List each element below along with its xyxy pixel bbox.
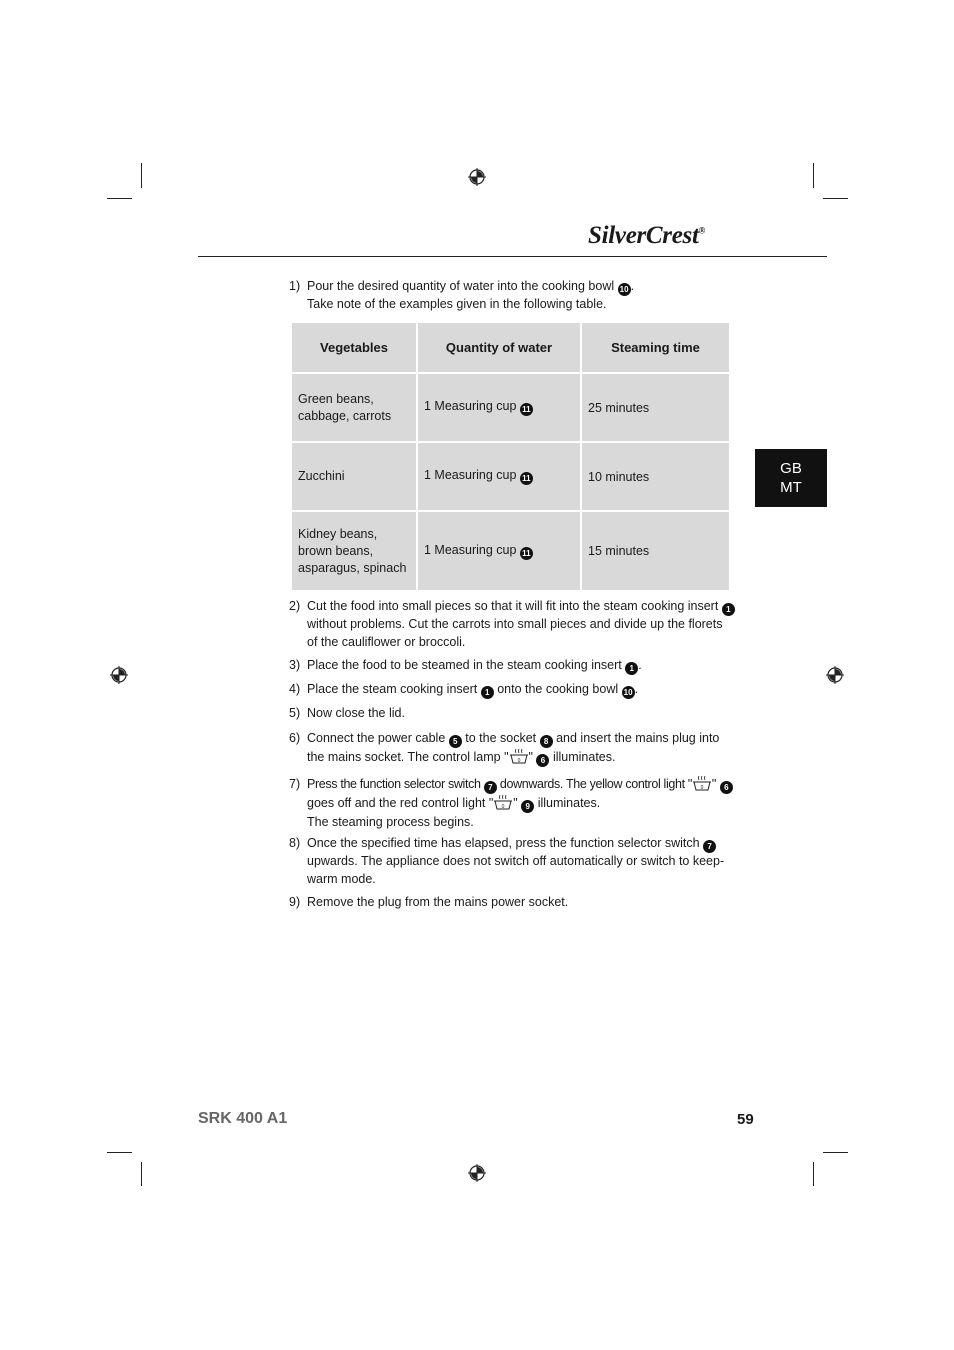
language-tab [755,449,827,507]
part-number-badge: 10 [618,283,631,296]
part-number-badge: 10 [622,686,635,699]
svg-text:0: 0 [700,785,704,791]
crop-mark [813,163,814,188]
part-number-badge: 1 [481,686,494,699]
table-cell: Zucchini [291,442,417,511]
model-number: SRK 400 A1 [198,1110,288,1127]
brand-logo: SilverCrest® [588,222,706,249]
step-6: 6) Connect the power cable 5 to the socket 8 and insert the mains plug into the mains socket. The control lamp " 0 " 6 illuminates. [289,731,720,765]
svg-text:0: 0 [517,758,520,764]
part-number-badge: 9 [521,800,534,813]
header-rule [198,256,827,257]
step-4: 4) Place the steam cooking insert 1 onto the cooking bowl 10 . [289,682,639,697]
table-cell: 1 Measuring cup 11 [417,373,581,442]
crop-mark [813,1162,814,1186]
table-cell: 25 minutes [581,373,730,442]
table-header: Steaming time [581,322,730,373]
part-number-badge: 11 [520,547,533,560]
crop-mark [823,198,848,199]
table-cell: 1 Measuring cup 11 [417,511,581,591]
part-number-badge: 7 [484,781,497,794]
table-row [291,442,730,511]
table-cell: 10 minutes [581,442,730,511]
part-number-badge: 1 [625,662,638,675]
registration-mark-icon [826,666,844,684]
control-lamp-icon [692,775,712,793]
crop-mark [107,198,132,199]
part-number-badge: 1 [722,603,735,616]
table-header: Quantity of water [417,322,581,373]
table-cell: 1 Measuring cup 11 [417,442,581,511]
language-tab-line1: GB [780,460,802,477]
step-8: 8) Once the specified time has elapsed, press the function selector switch 7 upwards. The appliance does not switch off automatically or switch to keep-warm mode. [289,836,725,886]
crop-mark [107,1152,132,1153]
step-1: 1) Pour the desired quantity of water into the cooking bowl 10 . Take note of the examples given in the following table. [289,279,635,311]
control-lamp-icon [493,794,513,812]
part-number-badge: 6 [720,781,733,794]
crop-mark [141,1162,142,1186]
table-row [291,373,730,442]
step-3: 3) Place the food to be steamed in the steam cooking insert 1 . [289,658,642,673]
page-number: 59 [737,1111,754,1128]
step-5: 5) Now close the lid. [289,706,405,720]
registration-mark-icon [468,1164,486,1182]
table-header: Vegetables [291,322,417,373]
part-number-badge: 6 [536,754,549,767]
step-2: 2) Cut the food into small pieces so that it will fit into the steam cooking insert 1 without problems. Cut the carrots into small pieces and divide up the florets of the cauliflower or broccoli. [289,598,735,651]
control-lamp-icon [509,748,529,766]
crop-mark [823,1152,848,1153]
registration-mark-icon [110,666,128,684]
crop-mark [141,163,142,188]
table-cell: Green beans, cabbage, carrots [291,373,417,442]
steaming-table [290,321,731,592]
table-row [291,511,730,591]
part-number-badge: 7 [703,840,716,853]
table-cell: 15 minutes [581,511,730,591]
language-tab-line2: MT [780,479,802,496]
part-number-badge: 11 [520,472,533,485]
part-number-badge: 5 [449,735,462,748]
part-number-badge: 8 [540,735,553,748]
svg-text:0: 0 [501,804,505,810]
table-cell: Kidney beans, brown beans, asparagus, spinach [291,511,417,591]
part-number-badge: 11 [520,403,533,416]
step-9: 9) Remove the plug from the mains power socket. [289,895,569,909]
registration-mark-icon [468,168,486,186]
step-7: 7) Press the function selector switch 7 downwards. The yellow control light " 0 " 6 goes off and the red control light " 0 " 9 illuminates. The steaming process begins. [289,775,735,832]
table-header-row [291,322,730,373]
